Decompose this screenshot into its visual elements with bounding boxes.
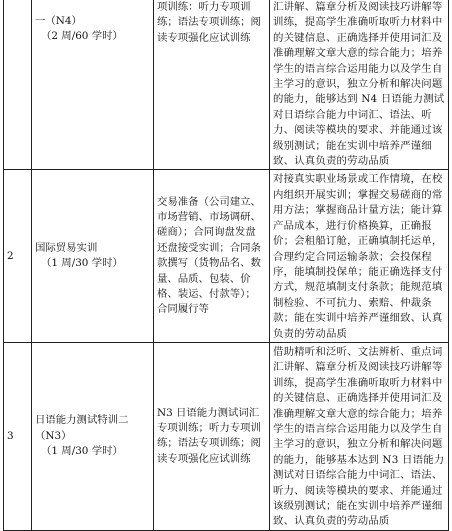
goal-cell: 对接真实职业场景或工作情境，在校内组织开展实训；掌握交易磋商的常用方法；掌握商品计量方法；能计算产品成本，进行价格换算，正确报价；会租船订舱，正确填制托运单，合理约定合同运输条款；会投保程序，能填制投保单；能正确选择支付方式，规范填制支付条款；能规范填制检验、不可抗力、索赔、仲裁条款；能在实训中培养严谨细致、认真负责的劳动品质 — [270, 170, 449, 342]
row-number — [4, 0, 32, 170]
content-cell — [154, 170, 270, 342]
course-name: 日语能力测试特训二（N3） — [35, 414, 129, 442]
course-cell — [32, 170, 154, 342]
course-table — [3, 0, 449, 531]
content-cell — [154, 0, 270, 170]
course-hours: （2 周/60 学时） — [41, 30, 123, 43]
goal-cell: 借助精听和泛听、文法辨析、重点词汇讲解、篇章分析及阅读技巧讲解等训练，提高学生准确听取听力材料中的关键信息、正确选择并使用词汇及准确理解文章大意的综合能力；培养学生的语言综合运用能力以及学生自主学习的意识，独立分析和解决问题的能力，能够基本达到 N3 日语能力测试对日语综合能力中词汇、语法、听力、阅读等模块的要求、并能通过该级别测试；能在实训中培养严谨细致、认真负责的劳动品质 — [270, 342, 449, 530]
course-hours: （1 周/30 学时） — [41, 257, 123, 270]
course-cell — [32, 342, 154, 530]
content-text: 项训练：听力专项训练；语法专项训练；阅读专项强化应试训练 — [157, 1, 261, 44]
course-name: 国际贸易实训 — [35, 241, 98, 254]
content-cell — [154, 342, 270, 530]
content-text: N3 日语能力测试词汇专项训练；听力专项训练；语法专项训练；阅读专项强化应试训练 — [157, 406, 261, 465]
row-number: 3 — [4, 342, 32, 530]
course-cell — [32, 0, 154, 170]
content-text: 交易准备（公司建立、市场营销、市场调研、磋商）；合同询盘发盘还盘接受实训；合同条款撰写（货物品名、数量、品质、包装、价格、装运、付款等）；合同履行等 — [157, 195, 261, 316]
table-row — [4, 342, 449, 530]
table-row — [4, 170, 449, 342]
row-number: 2 — [4, 170, 32, 342]
goal-cell: 汇讲解、篇章分析及阅读技巧讲解等训练，提高学生准确听取听力材料中的关键信息、正确选择并使用词汇及准确理解文章大意的综合能力；培养学生的语言综合运用能力以及学生自主学习的意识，独立分析和解决问题的能力，能够达到 N4 日语能力测试对日语综合能力中词汇、语法、听力、阅读等模块的要求、并能通过该级别测试；能在实训中培养严谨细致、认真负责的劳动品质 — [270, 0, 449, 170]
course-hours: （1 周/30 学时） — [41, 445, 123, 458]
table-row — [4, 0, 449, 170]
course-name: 一（N4） — [35, 15, 82, 27]
